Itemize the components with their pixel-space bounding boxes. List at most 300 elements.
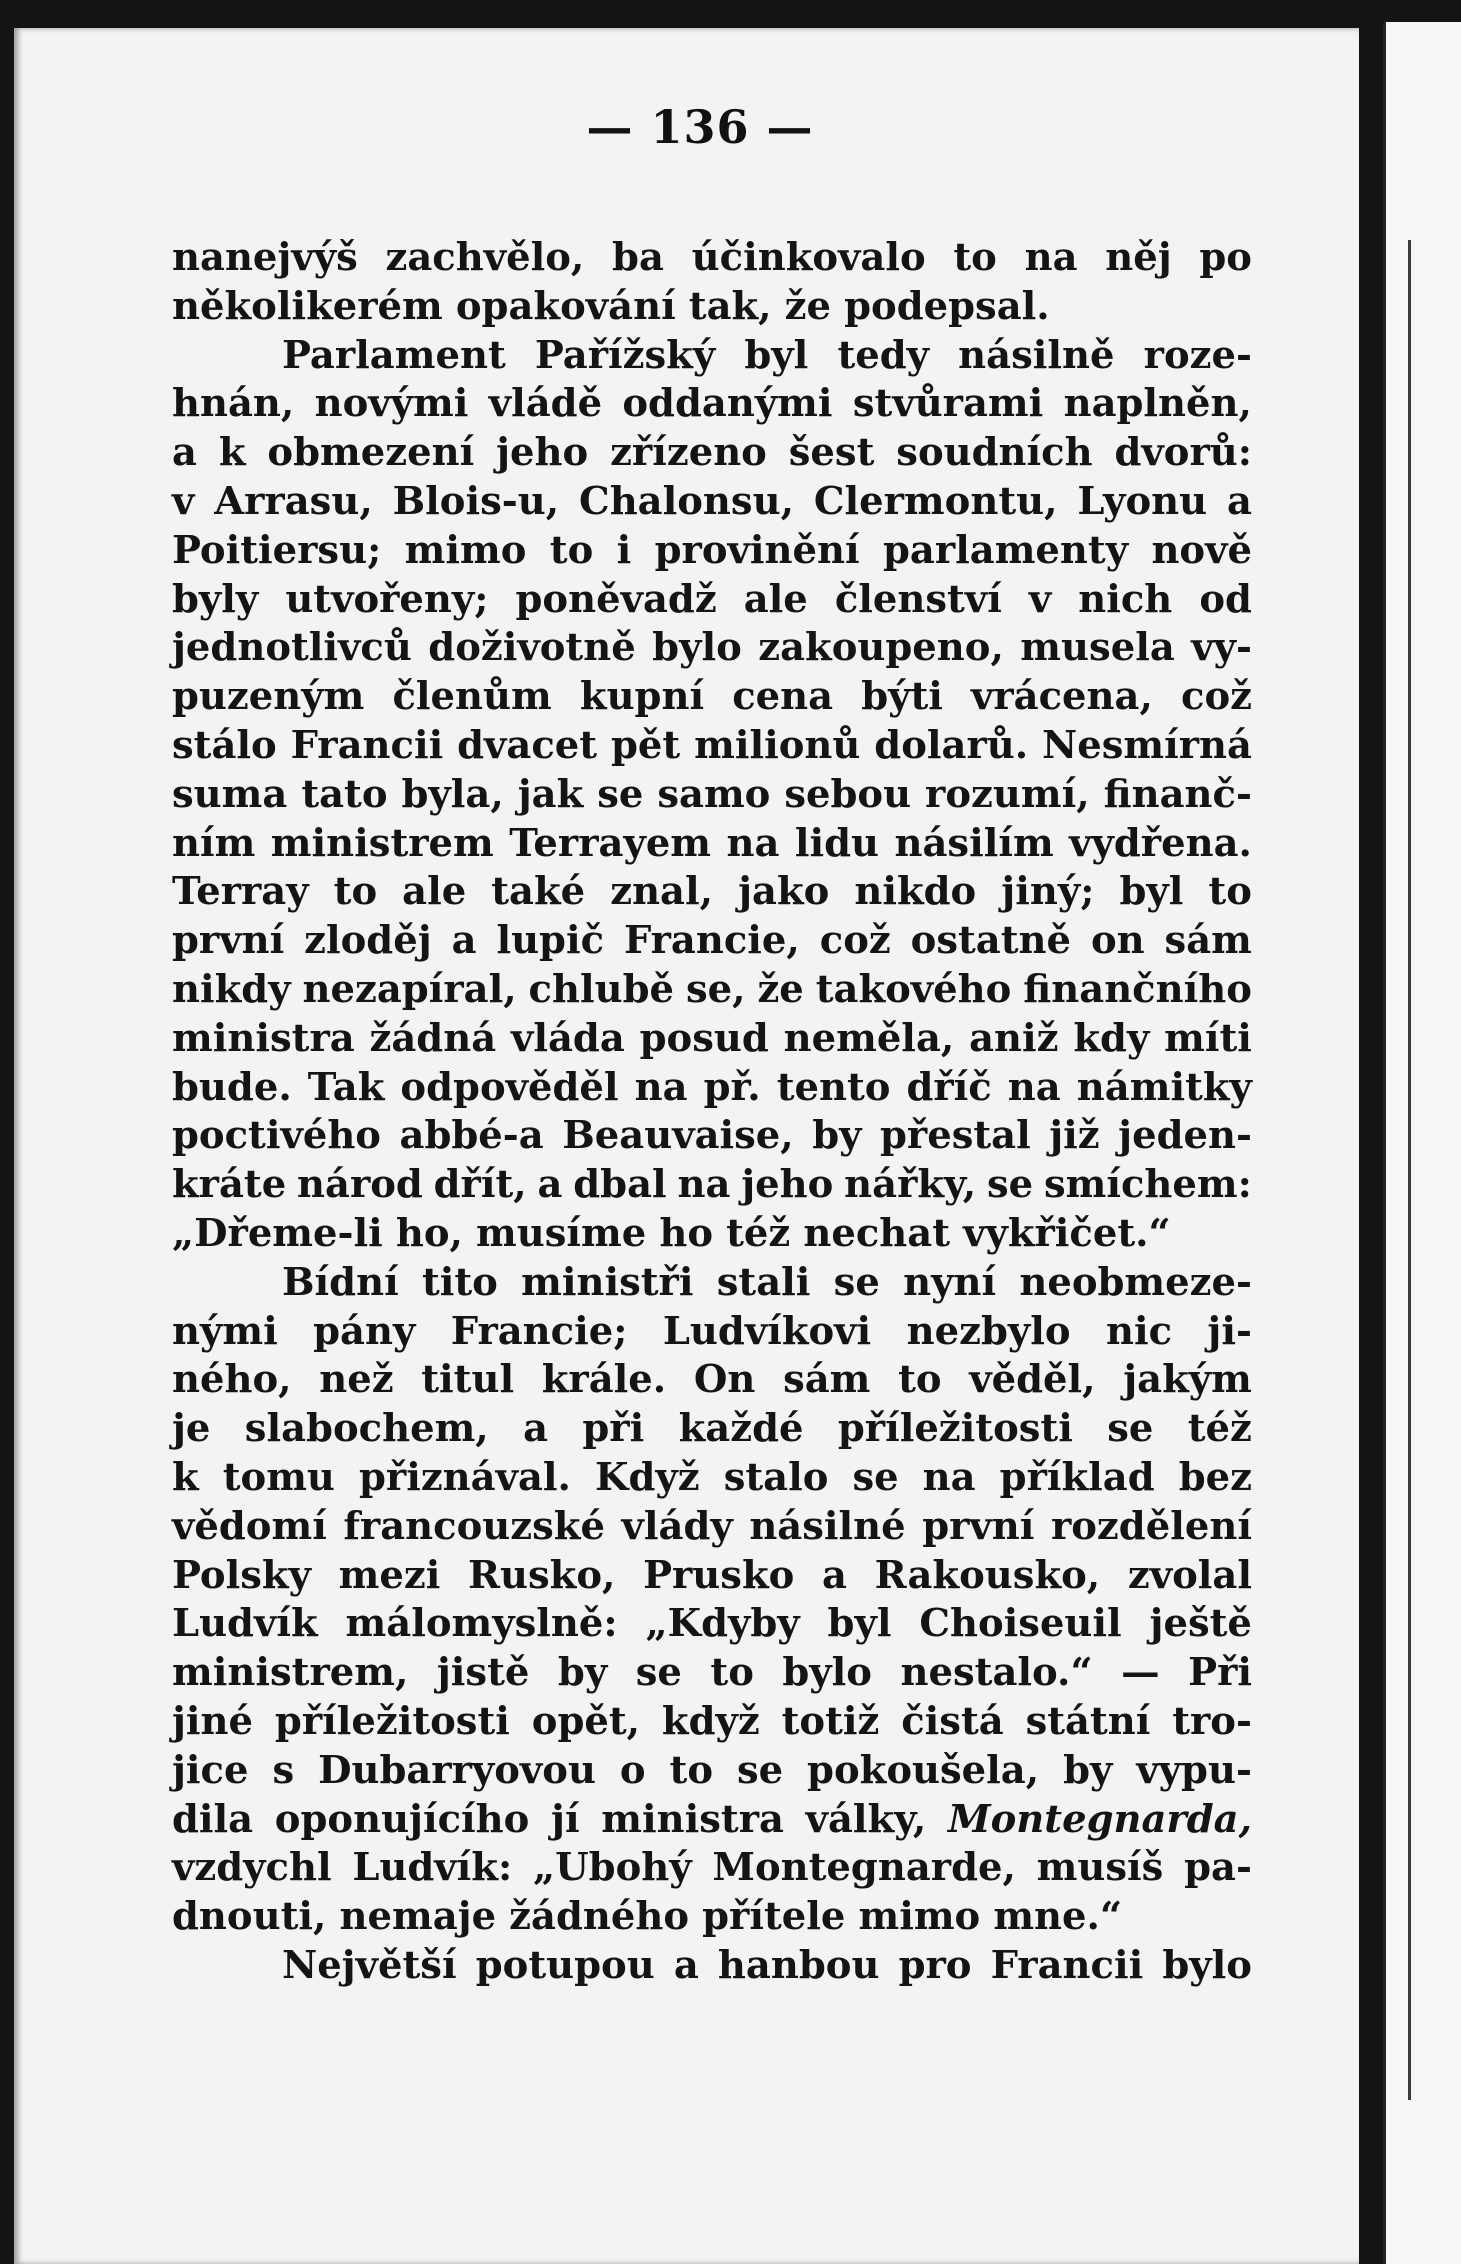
word: stálo xyxy=(172,722,277,768)
word: národ xyxy=(297,1162,423,1208)
word: od xyxy=(1199,576,1252,622)
word: ného, xyxy=(172,1357,292,1403)
word: vládě xyxy=(488,381,603,427)
word: by xyxy=(1063,1747,1113,1793)
word: to xyxy=(1208,869,1252,915)
word: oddanými xyxy=(622,381,833,427)
word: sebou xyxy=(784,771,912,817)
word: účinkovalo xyxy=(691,235,926,280)
word: neměla, xyxy=(783,1015,955,1061)
word: státní xyxy=(1025,1698,1151,1744)
word: se xyxy=(833,1259,880,1305)
word: jice xyxy=(172,1747,249,1793)
word: „Dřeme-li xyxy=(172,1210,383,1256)
word: sám xyxy=(1164,918,1252,964)
word: provinění xyxy=(654,527,860,573)
word: v xyxy=(172,478,195,524)
word: při xyxy=(582,1406,645,1452)
word: jako xyxy=(738,869,830,915)
word: Ludvík xyxy=(172,1601,318,1647)
text-line xyxy=(172,234,1252,283)
word: krále. xyxy=(541,1357,667,1403)
word: vypu- xyxy=(1136,1747,1252,1793)
word: příklad xyxy=(999,1454,1155,1500)
word: nými xyxy=(172,1308,278,1354)
word: nikdy xyxy=(172,966,291,1012)
word: Choiseuil xyxy=(919,1601,1122,1647)
word: vrácena, xyxy=(971,674,1153,720)
word: jednotlivců xyxy=(172,625,412,671)
word: členům xyxy=(392,674,552,720)
word: ním xyxy=(172,820,256,866)
word: nově xyxy=(1151,527,1252,573)
word: dřít, xyxy=(433,1162,527,1208)
word: Nesmírná xyxy=(1042,722,1252,768)
text-line xyxy=(172,1942,1252,1991)
word: tedy xyxy=(837,332,930,378)
word: lupič xyxy=(496,918,605,964)
word: Montegnarda, xyxy=(948,1796,1252,1842)
word: násilné xyxy=(749,1503,906,1549)
word: námitky xyxy=(1076,1064,1252,1110)
word: Clermontu, xyxy=(813,478,1058,524)
word: pokoušela, xyxy=(807,1747,1040,1793)
word: Francii xyxy=(990,1942,1144,1988)
word: dolarů. xyxy=(874,722,1029,768)
word: ještě xyxy=(1149,1601,1252,1647)
word: suma xyxy=(172,771,288,817)
word: pa- xyxy=(1184,1845,1252,1891)
word: tak, xyxy=(688,283,772,329)
word: nich xyxy=(1078,576,1173,622)
word: Lyonu xyxy=(1077,478,1208,524)
word: stali xyxy=(716,1259,811,1305)
word: a xyxy=(537,1162,563,1208)
word: Blois-u, xyxy=(392,478,560,524)
word: války, xyxy=(805,1796,927,1842)
word: nemaje xyxy=(339,1894,497,1940)
word: kupní xyxy=(579,674,705,720)
text-line xyxy=(172,1015,1252,1064)
text-line xyxy=(172,332,1252,381)
word: parlamenty xyxy=(882,527,1129,573)
word: mimo xyxy=(404,527,527,573)
word: Francii xyxy=(290,722,444,768)
word: rozumí, xyxy=(925,771,1090,817)
word: k xyxy=(172,1454,199,1500)
text-line xyxy=(172,429,1252,478)
text-line xyxy=(172,527,1252,576)
word: poněvadž xyxy=(515,576,717,622)
word: to xyxy=(710,1650,754,1696)
word: jí xyxy=(551,1796,580,1842)
word: jeho xyxy=(496,430,589,476)
word: rozdělení xyxy=(1050,1503,1252,1549)
word: nechat xyxy=(803,1210,950,1256)
word: totiž xyxy=(781,1698,880,1744)
word: každé xyxy=(678,1406,804,1452)
body-text xyxy=(172,234,1252,1991)
word: že xyxy=(784,283,832,329)
word: potupou xyxy=(475,1942,655,1988)
word: násilím xyxy=(894,820,1054,866)
word: Dubarryovou xyxy=(318,1747,596,1793)
word: jakým xyxy=(1123,1357,1252,1403)
word: též xyxy=(726,1210,791,1256)
word: neobmeze- xyxy=(1019,1259,1252,1305)
word: tomu xyxy=(222,1454,335,1500)
page-number: — 136 — xyxy=(586,100,814,154)
word: by xyxy=(812,1113,862,1159)
word: byly xyxy=(172,576,259,622)
word: zvolal xyxy=(1127,1552,1252,1598)
text-line xyxy=(172,1600,1252,1649)
word: dnouti, xyxy=(172,1894,327,1940)
word: — xyxy=(1121,1650,1160,1696)
text-line xyxy=(172,1308,1252,1357)
word: takového xyxy=(815,966,1012,1012)
word: Ludvík: xyxy=(352,1845,513,1891)
word: znal, xyxy=(610,869,714,915)
word: vzdychl xyxy=(172,1845,332,1891)
word: byl xyxy=(744,332,809,378)
text-line xyxy=(172,1210,1252,1259)
word: musíš xyxy=(1036,1845,1164,1891)
word: Montegnarde, xyxy=(712,1845,1016,1891)
word: na xyxy=(634,1064,688,1110)
word: ji- xyxy=(1207,1308,1252,1354)
word: dvacet xyxy=(457,722,598,768)
word: on xyxy=(1090,918,1145,964)
word: ministra xyxy=(172,1015,355,1061)
word: dbal xyxy=(573,1162,667,1208)
word: to xyxy=(953,235,997,280)
text-line xyxy=(172,1552,1252,1601)
word: když xyxy=(661,1698,760,1744)
word: dvorů: xyxy=(1114,430,1252,476)
word: obmezení xyxy=(267,430,475,476)
word: dříč xyxy=(906,1064,992,1110)
word: tento xyxy=(776,1064,891,1110)
word: stvůrami xyxy=(852,381,1044,427)
text-line xyxy=(172,820,1252,869)
word: zloděj xyxy=(304,918,432,964)
text-line xyxy=(172,673,1252,722)
word: ministra xyxy=(601,1796,784,1842)
word: po xyxy=(1199,235,1252,280)
word: chlubě xyxy=(528,966,675,1012)
word: ministrem xyxy=(270,820,494,866)
word: žádného xyxy=(509,1894,690,1940)
word: opakování xyxy=(455,283,676,329)
word: „Kdyby xyxy=(645,1601,800,1647)
word: nyní xyxy=(903,1259,997,1305)
word: a xyxy=(523,1406,549,1452)
word: na xyxy=(726,820,780,866)
word: dila xyxy=(172,1796,254,1842)
text-line xyxy=(172,966,1252,1015)
word: abbé-a xyxy=(399,1113,544,1159)
word: doživotně xyxy=(428,625,636,671)
word: násilně xyxy=(958,332,1115,378)
word: již xyxy=(1049,1113,1100,1159)
text-line xyxy=(172,771,1252,820)
word: něj xyxy=(1105,235,1172,280)
word: na xyxy=(922,1454,976,1500)
word: nářky, xyxy=(844,1162,977,1208)
word: utvořeny; xyxy=(285,576,489,622)
word: puzeným xyxy=(172,674,365,720)
word: míti xyxy=(1164,1015,1252,1061)
word: př. xyxy=(703,1064,761,1110)
word: žádná xyxy=(369,1015,497,1061)
word: zřízeno xyxy=(610,430,767,476)
word: což xyxy=(1181,674,1252,720)
word: se, xyxy=(685,966,746,1012)
word: se xyxy=(736,1747,784,1793)
text-line xyxy=(172,576,1252,625)
word: stalo xyxy=(723,1454,829,1500)
word: se xyxy=(852,1454,899,1500)
word: bylo xyxy=(652,625,742,671)
word: Chalonsu, xyxy=(579,478,794,524)
word: mne.“ xyxy=(993,1894,1123,1940)
word: bylo xyxy=(782,1650,872,1696)
word: to xyxy=(669,1747,713,1793)
word: naplněn, xyxy=(1063,381,1252,427)
word: oponujícího xyxy=(274,1796,530,1842)
word: zachvělo, xyxy=(385,235,585,280)
word: jistě xyxy=(436,1650,530,1696)
word: ho, xyxy=(395,1210,463,1256)
word: pět xyxy=(610,722,681,768)
word: než xyxy=(319,1357,394,1403)
word: málomyslně: xyxy=(345,1601,618,1647)
text-line xyxy=(172,1161,1252,1210)
word: nezbylo xyxy=(906,1308,1071,1354)
word: cena xyxy=(732,674,834,720)
word: hnán, xyxy=(172,381,295,427)
word: Polsky xyxy=(172,1552,311,1598)
word: na xyxy=(1007,1064,1061,1110)
word: první xyxy=(172,918,285,964)
text-line xyxy=(172,1405,1252,1454)
word: a xyxy=(451,918,477,964)
word: posud xyxy=(639,1015,769,1061)
word: lidu xyxy=(794,820,880,866)
word: k xyxy=(218,430,246,476)
word: ostatně xyxy=(910,918,1072,964)
word: jeho xyxy=(741,1162,834,1208)
word: roze- xyxy=(1143,332,1252,378)
word: jiné xyxy=(172,1698,254,1744)
word: vy- xyxy=(1191,625,1252,671)
word: čistá xyxy=(901,1698,1004,1744)
word: v xyxy=(1028,576,1052,622)
word: „Ubohý xyxy=(532,1845,692,1891)
word: nikdo xyxy=(854,869,977,915)
word: Beauvaise, xyxy=(562,1113,794,1159)
word: s xyxy=(272,1747,295,1793)
text-line xyxy=(172,868,1252,917)
word: přiznával. xyxy=(358,1454,571,1500)
text-line xyxy=(172,1893,1252,1942)
word: On xyxy=(693,1357,756,1403)
word: se xyxy=(986,1162,1034,1208)
word: Největší xyxy=(282,1942,457,1988)
word: první xyxy=(922,1503,1035,1549)
word: finanč- xyxy=(1103,771,1252,817)
next-page-edge xyxy=(1383,22,1461,2264)
word: věděl, xyxy=(969,1357,1096,1403)
binding-line xyxy=(1408,240,1411,2100)
word: Francie, xyxy=(623,918,800,964)
word: že xyxy=(757,966,804,1012)
word: a xyxy=(673,1942,699,1988)
word: bylo xyxy=(1162,1942,1252,1988)
word: vláda xyxy=(510,1015,625,1061)
word: byl xyxy=(827,1601,892,1647)
word: vykřičet.“ xyxy=(963,1210,1171,1256)
text-line xyxy=(172,478,1252,527)
word: odpověděl xyxy=(400,1064,619,1110)
word: příležitosti xyxy=(274,1698,510,1744)
word: přestal xyxy=(880,1113,1031,1159)
word: též xyxy=(1187,1406,1252,1452)
text-line xyxy=(172,1356,1252,1405)
word: na xyxy=(677,1162,731,1208)
word: ale xyxy=(743,576,808,622)
word: členství xyxy=(834,576,1002,622)
text-line xyxy=(172,1649,1252,1698)
word: soudních xyxy=(896,430,1093,476)
word: na xyxy=(1024,235,1078,280)
word: to xyxy=(549,527,594,573)
word: ministrem, xyxy=(172,1650,409,1696)
word: Arrasu, xyxy=(214,478,373,524)
text-line xyxy=(172,624,1252,673)
word: byl xyxy=(1119,869,1184,915)
text-line xyxy=(172,1844,1252,1893)
word: tato xyxy=(301,771,388,817)
word: Rakousko, xyxy=(874,1552,1101,1598)
word: sám xyxy=(783,1357,871,1403)
word: Terrayem xyxy=(509,820,712,866)
word: vlády xyxy=(621,1503,733,1549)
word: jeden- xyxy=(1118,1113,1252,1159)
text-line xyxy=(172,1503,1252,1552)
word: smíchem: xyxy=(1043,1162,1252,1208)
text-line xyxy=(172,380,1252,429)
word: musíme xyxy=(476,1210,647,1256)
word: Při xyxy=(1188,1650,1252,1696)
word: což xyxy=(819,918,891,964)
word: milionů xyxy=(694,722,861,768)
word: Parlament xyxy=(282,332,506,378)
word: musela xyxy=(1020,625,1175,671)
word: Bídní xyxy=(282,1259,399,1305)
text-line xyxy=(172,1454,1252,1503)
word: je xyxy=(172,1406,211,1452)
word: vydřena. xyxy=(1069,820,1252,866)
word: se xyxy=(635,1650,682,1696)
word: Prusko xyxy=(643,1552,795,1598)
word: také xyxy=(491,869,586,915)
word: přítele xyxy=(702,1894,846,1940)
word: francouzské xyxy=(343,1503,605,1549)
word: býti xyxy=(861,674,943,720)
word: aniž xyxy=(969,1015,1059,1061)
word: Rusko, xyxy=(468,1552,616,1598)
word: Francie; xyxy=(450,1308,628,1354)
word: ale xyxy=(402,869,467,915)
word: to xyxy=(898,1357,942,1403)
word: příležitosti xyxy=(837,1406,1073,1452)
word: bez xyxy=(1178,1454,1252,1500)
word: pány xyxy=(313,1308,416,1354)
word: bude. xyxy=(172,1064,292,1110)
word: a xyxy=(172,430,197,476)
word: o xyxy=(619,1747,646,1793)
word: ba xyxy=(612,235,664,280)
word: šest xyxy=(788,430,875,476)
word: mezi xyxy=(338,1552,441,1598)
word: nanejvýš xyxy=(172,235,358,280)
word: Terray xyxy=(172,869,309,915)
word: Pařížský xyxy=(534,332,716,378)
word: zakoupeno, xyxy=(758,625,1004,671)
word: vědomí xyxy=(172,1503,327,1549)
word: Když xyxy=(595,1454,700,1500)
word: to xyxy=(333,869,378,915)
word: i xyxy=(616,527,632,573)
text-line xyxy=(172,1747,1252,1796)
text-line xyxy=(172,1796,1252,1845)
word: poctivého xyxy=(172,1113,381,1159)
word: byla, xyxy=(401,771,504,817)
word: nestalo.“ xyxy=(900,1650,1093,1696)
word: jiný; xyxy=(1001,869,1095,915)
word: mimo xyxy=(858,1894,981,1940)
text-line xyxy=(172,1064,1252,1113)
word: kdy xyxy=(1073,1015,1150,1061)
word: Tak xyxy=(307,1064,385,1110)
word: ho xyxy=(659,1210,714,1256)
word: tito xyxy=(421,1259,498,1305)
word: tro- xyxy=(1172,1698,1252,1744)
word: novými xyxy=(314,381,469,427)
word: hanbou xyxy=(717,1942,880,1988)
word: Poitiersu; xyxy=(172,527,382,573)
word: ministři xyxy=(521,1259,694,1305)
word: a xyxy=(1227,478,1252,524)
word: nezapíral, xyxy=(302,966,517,1012)
word: a xyxy=(822,1552,847,1598)
word: Ludvíkovi xyxy=(662,1308,872,1354)
word: se xyxy=(1107,1406,1154,1452)
word: by xyxy=(557,1650,608,1696)
word: nic xyxy=(1105,1308,1173,1354)
word: pro xyxy=(898,1942,972,1988)
word: finančního xyxy=(1023,966,1252,1012)
word: samo xyxy=(657,771,771,817)
word: několikerém xyxy=(172,283,443,329)
word: slabochem, xyxy=(244,1406,489,1452)
text-line xyxy=(172,1259,1252,1308)
text-line xyxy=(172,1112,1252,1161)
text-line xyxy=(172,917,1252,966)
word: opět, xyxy=(531,1698,641,1744)
